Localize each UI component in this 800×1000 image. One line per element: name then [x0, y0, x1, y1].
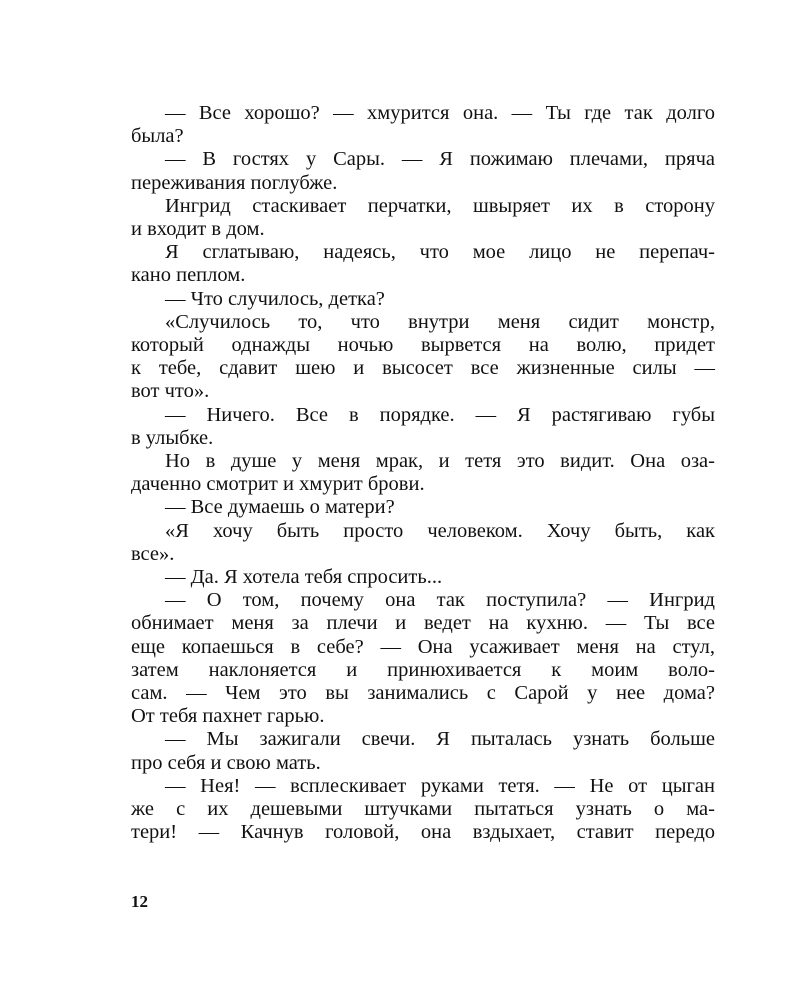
paragraph [131, 450, 715, 496]
paragraph [131, 195, 715, 241]
paragraph [131, 566, 715, 589]
text-line: сам. — Чем это вы занимались с Сарой у нее дома? [131, 682, 715, 705]
text-line: Но в душе у меня мрак, и тетя это видит. Она оза- [165, 450, 715, 473]
text-line: вот что». [131, 380, 210, 403]
paragraph [131, 148, 715, 194]
text-line: — Мы зажигали свечи. Я пыталась узнать больше [165, 728, 715, 751]
text-line: — Да. Я хотела тебя спросить... [165, 566, 443, 589]
paragraph [131, 520, 715, 566]
text-line: От тебя пахнет гарью. [131, 705, 325, 728]
paragraph [131, 775, 715, 845]
text-line: — Все думаешь о матери? [165, 496, 395, 519]
text-line: Ингрид стаскивает перчатки, швыряет их в сторону [165, 194, 715, 217]
text-line: переживания поглубже. [131, 171, 338, 194]
text-line: даченно смотрит и хмурит брови. [131, 473, 425, 496]
text-line: тери! — Качнув головой, она вздыхает, ставит передо [131, 821, 715, 844]
text-line: — В гостях у Сары. — Я пожимаю плечами, пряча [165, 148, 715, 171]
paragraph [131, 496, 715, 519]
text-line: — Что случилось, детка? [165, 287, 385, 310]
paragraph [131, 288, 715, 311]
text-line: Я сглатываю, надеясь, что мое лицо не перепач- [165, 241, 715, 264]
page-number: 12 [131, 892, 148, 911]
text-line: же с их дешевыми штучками пытаться узнать о ма- [131, 798, 715, 821]
text-line: кано пеплом. [131, 264, 246, 287]
body-text [131, 102, 715, 845]
text-line: была? [131, 125, 184, 148]
text-line: еще копаешься в себе? — Она усаживает меня на стул, [131, 635, 715, 658]
paragraph [131, 728, 715, 774]
text-line: к тебе, сдавит шею и высосет все жизненные силы — [131, 357, 715, 380]
paragraph [131, 589, 715, 728]
text-line: все». [131, 542, 175, 565]
paragraph [131, 241, 715, 287]
text-line: который однажды ночью вырвется на волю, придет [131, 334, 715, 357]
paragraph [131, 404, 715, 450]
text-line: затем наклоняется и принюхивается к моим воло- [131, 658, 715, 681]
text-line: и входит в дом. [131, 218, 265, 241]
text-line: — О том, почему она так поступила? — Ингрид [165, 589, 715, 612]
text-line: — Все хорошо? — хмурится она. — Ты где так долго [165, 102, 715, 124]
paragraph [131, 102, 715, 148]
paragraph [131, 311, 715, 404]
text-line: «Случилось то, что внутри меня сидит монстр, [165, 310, 715, 333]
text-line: обнимает меня за плечи и ведет на кухню. — Ты все [131, 612, 715, 635]
text-line: про себя и свою мать. [131, 751, 321, 774]
text-line: — Ничего. Все в порядке. — Я растягиваю губы [165, 403, 715, 426]
text-line: — Нея! — всплескивает руками тетя. — Не от цыган [165, 774, 715, 797]
text-line: «Я хочу быть просто человеком. Хочу быть, как [165, 519, 715, 542]
text-line: в улыбке. [131, 426, 214, 449]
